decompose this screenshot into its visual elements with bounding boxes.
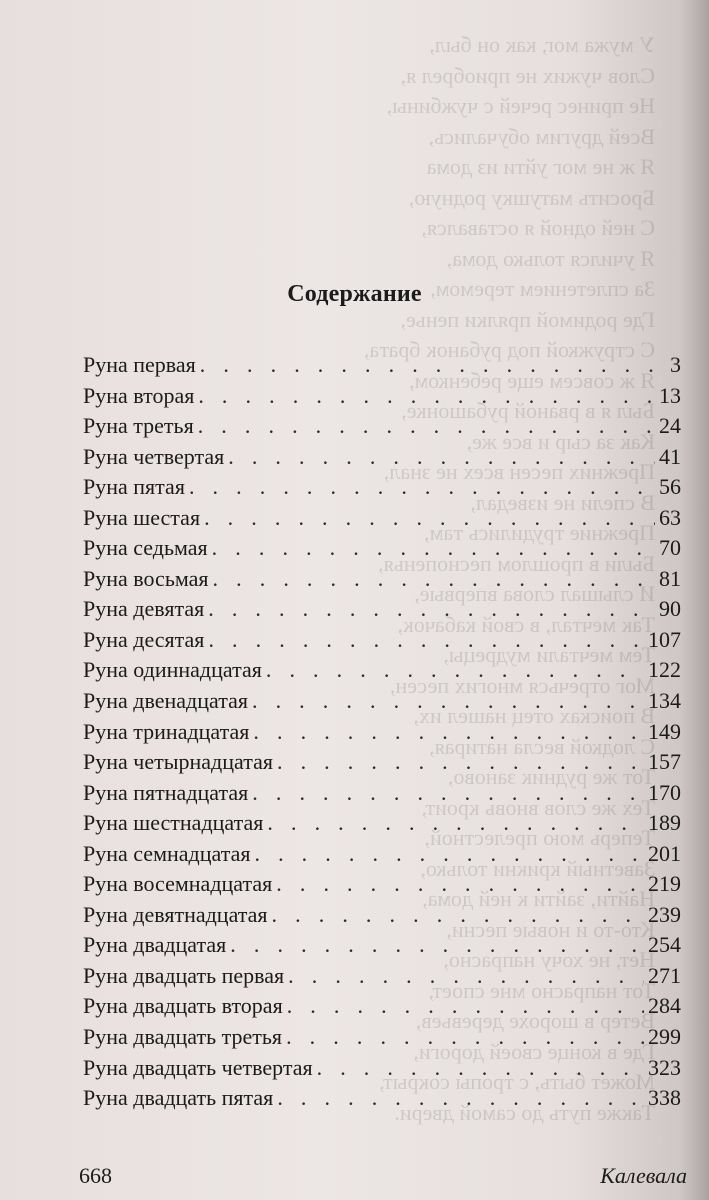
toc-entry-label: Руна десятая bbox=[83, 626, 205, 652]
toc-entry bbox=[83, 1083, 681, 1114]
dot-leader bbox=[204, 503, 655, 534]
toc-entry-page: 338 bbox=[648, 1085, 681, 1111]
toc-entry bbox=[83, 991, 681, 1022]
show-through-text: У мужа мог, как он был, Слов чужих не приобрел я, Не принес речей с чужбины, Всей другим обучались, Я ж не мог уйти из дома Бросить матушку родную, С ней одной я оставался, Я учился только дома, За сплетением теремом, Где родимой прялки пенье, С стружкой под рубанок брата, Я ж совсем еще ребенком, Был я в рваной рубашонке, Как за сыр и все же, Прежних песен всех не знал, В спели не изведал, Прежние трудились там, Были в прошлом песнопенья, И слышал слова впервые, Так мечтал, в свой кабачок, Тем мечтали мудрецы, Мог отречься многих песен, В поисках отец нашел их, С лодкой весла натирая, Тот же рудник заново, Тех же слов вновь кроит, Теперь мою прелестной, Заветный крикни только, Найти, зайти к ней дома, Кто-то и новые песни, Нет, не хочу напрасно, Тот напрасно мне споет, Ветер в шорохе деревьев, Где в конце своей дороги, Может быть, с тропы сокрыт, Также путь до самой двери. bbox=[364, 32, 655, 1125]
dot-leader bbox=[276, 869, 644, 900]
toc-entry-label: Руна восемнадцатая bbox=[83, 871, 273, 897]
dot-leader bbox=[277, 1083, 644, 1114]
toc-entry-label: Руна четвертая bbox=[83, 443, 225, 469]
toc-entry-label: Руна одиннадцатая bbox=[83, 657, 262, 683]
toc-entry bbox=[83, 1053, 681, 1084]
dot-leader bbox=[287, 991, 644, 1022]
toc-entry bbox=[83, 564, 681, 595]
toc-entry bbox=[83, 930, 681, 961]
toc-entry bbox=[83, 442, 681, 473]
toc-entry-label: Руна первая bbox=[83, 352, 196, 377]
dot-leader bbox=[198, 381, 655, 412]
toc-entry-page: 201 bbox=[648, 840, 681, 866]
toc-entry-page: 323 bbox=[648, 1054, 681, 1080]
toc-entry-page: 41 bbox=[659, 443, 681, 469]
toc-entry-label: Руна пятая bbox=[83, 474, 185, 500]
dot-leader bbox=[213, 564, 655, 595]
toc-entry bbox=[83, 747, 681, 778]
toc-entry-label: Руна семнадцатая bbox=[83, 840, 251, 866]
toc-entry-label: Руна двадцать третья bbox=[83, 1024, 283, 1050]
toc-entry-label: Руна тринадцатая bbox=[83, 718, 250, 744]
toc-entry-label: Руна четырнадцатая bbox=[83, 749, 273, 775]
toc-entry-page: 107 bbox=[648, 626, 681, 652]
dot-leader bbox=[252, 778, 644, 809]
dot-leader bbox=[286, 1022, 644, 1053]
toc-entry-page: 170 bbox=[648, 779, 681, 805]
toc-entry-label: Руна шестая bbox=[83, 504, 201, 530]
toc-entry-page: 219 bbox=[648, 871, 681, 897]
toc-entry-page: 284 bbox=[648, 993, 681, 1019]
toc-entry-page: 149 bbox=[648, 718, 681, 744]
toc-entry-label: Руна третья bbox=[83, 413, 194, 439]
toc-entry bbox=[83, 655, 681, 686]
toc-entry bbox=[83, 1022, 681, 1053]
toc-entry bbox=[83, 503, 681, 534]
dot-leader bbox=[212, 533, 655, 564]
toc-entry-page: 271 bbox=[648, 962, 681, 988]
toc-entry bbox=[83, 778, 681, 809]
toc-entry-label: Руна вторая bbox=[83, 382, 195, 408]
dot-leader bbox=[189, 472, 655, 503]
dot-leader bbox=[198, 411, 655, 442]
dot-leader bbox=[272, 900, 644, 931]
toc-entry-page: 239 bbox=[648, 901, 681, 927]
toc-entry-page: 254 bbox=[648, 932, 681, 958]
table-of-contents bbox=[83, 350, 681, 1114]
toc-entry bbox=[83, 717, 681, 748]
toc-title: Содержание bbox=[287, 281, 422, 307]
dot-leader bbox=[208, 625, 644, 656]
toc-entry-page: 90 bbox=[659, 596, 681, 622]
dot-leader bbox=[253, 717, 644, 748]
toc-entry-label: Руна девятнадцатая bbox=[83, 901, 268, 927]
toc-entry bbox=[83, 686, 681, 717]
dot-leader bbox=[230, 930, 644, 961]
toc-entry bbox=[83, 350, 681, 381]
toc-entry-page: 24 bbox=[659, 413, 681, 439]
toc-entry bbox=[83, 839, 681, 870]
toc-entry-label: Руна двадцать первая bbox=[83, 962, 285, 988]
dot-leader bbox=[277, 747, 644, 778]
dot-leader bbox=[228, 442, 655, 473]
running-title: Калевала bbox=[600, 1163, 687, 1188]
toc-entry-label: Руна седьмая bbox=[83, 535, 208, 561]
toc-entry bbox=[83, 381, 681, 412]
toc-entry-page: 3 bbox=[670, 352, 681, 377]
toc-entry bbox=[83, 594, 681, 625]
dot-leader bbox=[266, 655, 644, 686]
toc-entry-label: Руна двенадцатая bbox=[83, 688, 248, 714]
dot-leader bbox=[317, 1053, 644, 1084]
toc-entry-label: Руна двадцать четвертая bbox=[83, 1054, 313, 1080]
dot-leader bbox=[288, 961, 644, 992]
dot-leader bbox=[200, 350, 666, 381]
toc-entry-label: Руна двадцать пятая bbox=[83, 1085, 274, 1111]
dot-leader bbox=[254, 839, 644, 870]
toc-entry bbox=[83, 869, 681, 900]
toc-entry bbox=[83, 900, 681, 931]
toc-entry-label: Руна девятая bbox=[83, 596, 205, 622]
toc-entry-page: 63 bbox=[659, 504, 681, 530]
dot-leader bbox=[252, 686, 644, 717]
toc-entry-label: Руна пятнадцатая bbox=[83, 779, 249, 805]
toc-entry bbox=[83, 472, 681, 503]
toc-entry-page: 157 bbox=[648, 749, 681, 775]
toc-entry-page: 299 bbox=[648, 1024, 681, 1050]
page-number: 668 bbox=[79, 1163, 112, 1188]
toc-entry-page: 134 bbox=[648, 688, 681, 714]
toc-entry bbox=[83, 533, 681, 564]
toc-entry-page: 189 bbox=[648, 810, 681, 836]
toc-entry bbox=[83, 625, 681, 656]
toc-entry-page: 70 bbox=[659, 535, 681, 561]
toc-entry-page: 122 bbox=[648, 657, 681, 683]
dot-leader bbox=[208, 594, 655, 625]
dot-leader bbox=[267, 808, 644, 839]
toc-entry-page: 81 bbox=[659, 565, 681, 591]
toc-entry-page: 13 bbox=[659, 382, 681, 408]
toc-entry-label: Руна шестнадцатая bbox=[83, 810, 264, 836]
toc-entry-label: Руна двадцатая bbox=[83, 932, 227, 958]
toc-entry-page: 56 bbox=[659, 474, 681, 500]
toc-entry bbox=[83, 808, 681, 839]
toc-entry-label: Руна двадцать вторая bbox=[83, 993, 283, 1019]
toc-entry bbox=[83, 411, 681, 442]
toc-entry-label: Руна восьмая bbox=[83, 565, 209, 591]
toc-entry bbox=[83, 961, 681, 992]
